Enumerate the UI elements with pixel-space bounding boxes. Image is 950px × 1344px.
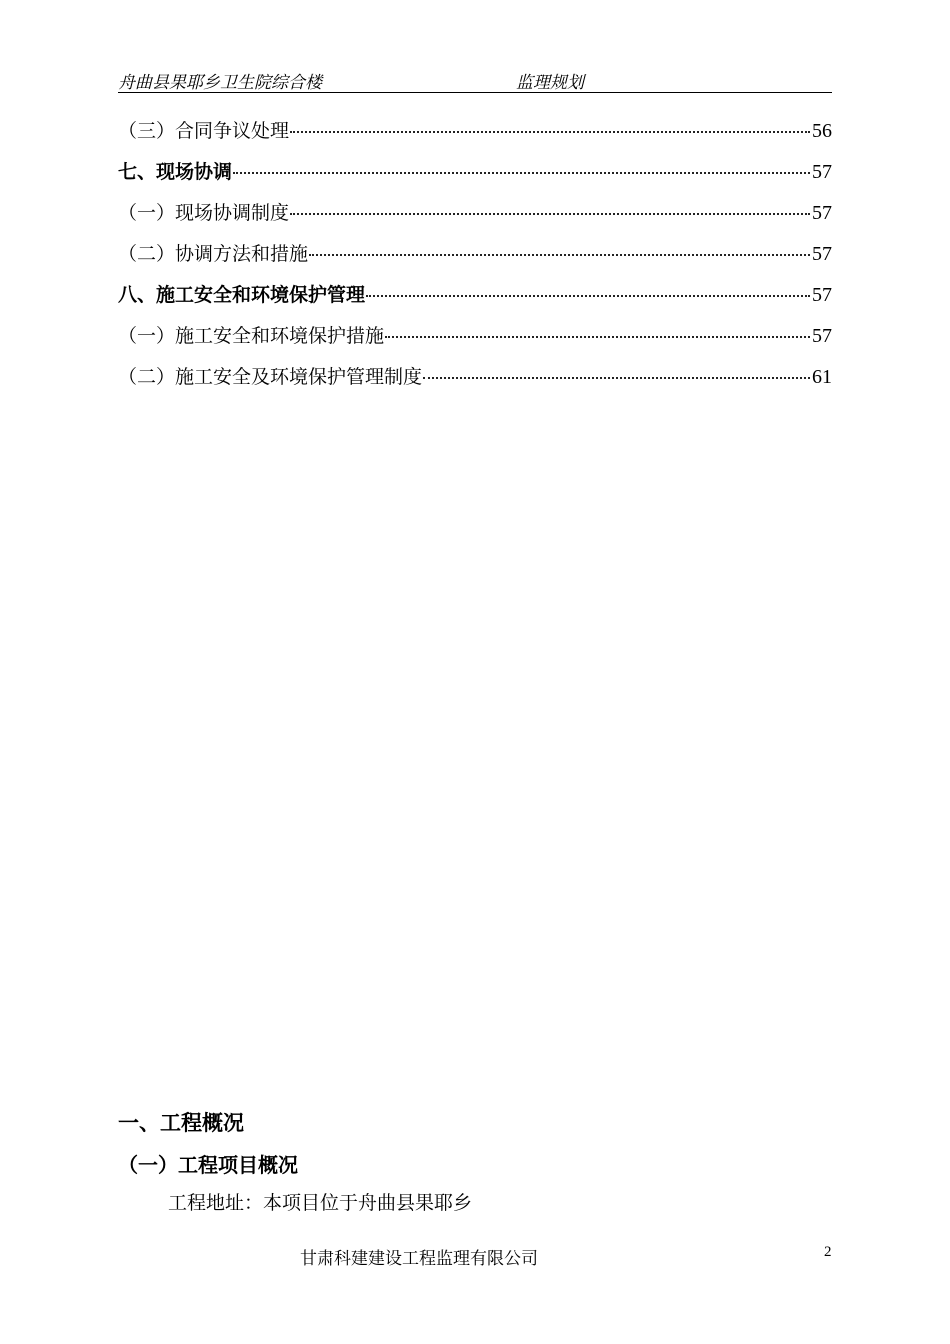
toc-entry-page: 61 bbox=[812, 366, 832, 388]
toc-dot-leader bbox=[290, 130, 810, 133]
footer-company: 甘肃科建建设工程监理有限公司 bbox=[300, 1249, 538, 1269]
toc-entry[interactable] bbox=[118, 236, 832, 277]
toc-entry[interactable] bbox=[118, 359, 832, 400]
page-header bbox=[118, 66, 832, 93]
header-project-name: 舟曲县果耶乡卫生院综合楼 bbox=[118, 73, 322, 93]
toc-entry[interactable] bbox=[118, 277, 832, 318]
section-title: 一、工程概况 bbox=[118, 1111, 244, 1135]
toc-entry[interactable] bbox=[118, 154, 832, 195]
toc-dot-leader bbox=[385, 335, 810, 338]
toc-entry[interactable] bbox=[118, 113, 832, 154]
footer-page-number: 2 bbox=[824, 1244, 832, 1260]
header-doc-title: 监理规划 bbox=[516, 73, 584, 93]
toc-entry-label: 八、施工安全和环境保护管理 bbox=[118, 284, 366, 306]
toc-entry-label: （一）现场协调制度 bbox=[118, 202, 290, 224]
toc-entry-label: （二）施工安全及环境保护管理制度 bbox=[118, 366, 423, 388]
subsection-title: （一）工程项目概况 bbox=[118, 1153, 298, 1177]
toc-dot-leader bbox=[423, 376, 810, 379]
toc-entry-page: 57 bbox=[812, 325, 832, 347]
toc-entry[interactable] bbox=[118, 195, 832, 236]
toc-entry-label: （一）施工安全和环境保护措施 bbox=[118, 325, 385, 347]
toc-dot-leader bbox=[290, 212, 810, 215]
toc-dot-leader bbox=[309, 253, 810, 256]
toc-entry-label: （三）合同争议处理 bbox=[118, 120, 290, 142]
table-of-contents bbox=[118, 113, 832, 400]
toc-dot-leader bbox=[366, 294, 810, 297]
toc-entry-page: 56 bbox=[812, 120, 832, 142]
toc-entry-label: 七、现场协调 bbox=[118, 161, 233, 183]
toc-entry-page: 57 bbox=[812, 202, 832, 224]
toc-entry-page: 57 bbox=[812, 284, 832, 306]
toc-dot-leader bbox=[233, 171, 810, 174]
toc-entry-page: 57 bbox=[812, 161, 832, 183]
toc-entry-label: （二）协调方法和措施 bbox=[118, 243, 309, 265]
body-paragraph: 工程地址：本项目位于舟曲县果耶乡 bbox=[168, 1192, 473, 1214]
toc-entry[interactable] bbox=[118, 318, 832, 359]
toc-entry-page: 57 bbox=[812, 243, 832, 265]
